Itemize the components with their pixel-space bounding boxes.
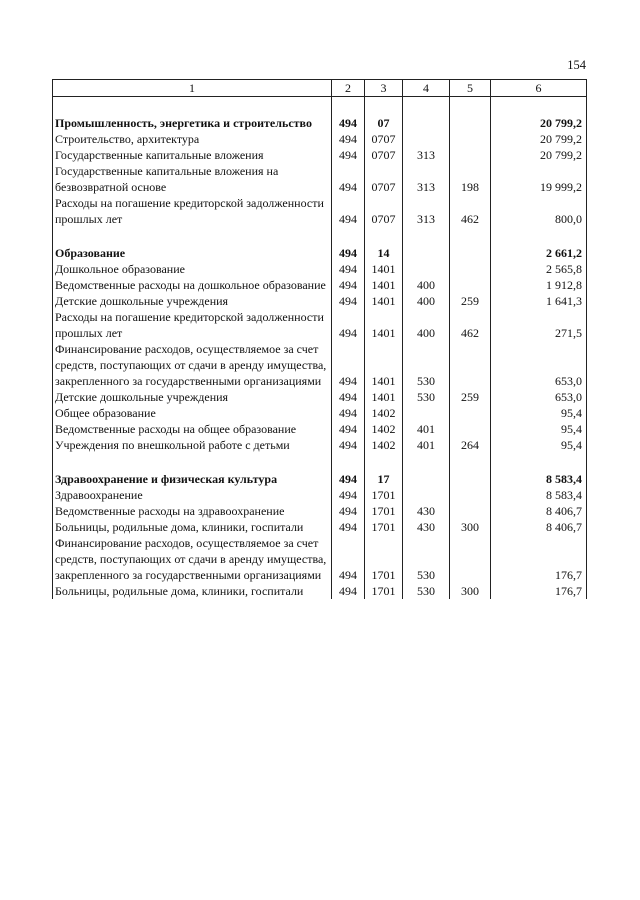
amount: 653,0: [491, 341, 587, 389]
expense-type-code: [450, 115, 491, 131]
amount: 1 641,3: [491, 293, 587, 309]
table-row: [53, 261, 587, 277]
expense-type-code: 259: [450, 389, 491, 405]
expense-type-code: [450, 487, 491, 503]
target-item-code: [403, 405, 450, 421]
target-item-code: 530: [403, 583, 450, 599]
chapter-code: 494: [332, 147, 365, 163]
section-code: 0707: [365, 163, 403, 195]
column-header: 4: [403, 80, 450, 97]
target-item-code: 400: [403, 277, 450, 293]
row-name: Дошкольное образование: [53, 261, 332, 277]
row-name: Образование: [53, 245, 332, 261]
amount: 8 583,4: [491, 471, 587, 487]
row-name: Ведомственные расходы на здравоохранение: [53, 503, 332, 519]
expense-type-code: [450, 277, 491, 293]
section-code: 14: [365, 245, 403, 261]
target-item-code: [403, 471, 450, 487]
section-code: 0707: [365, 147, 403, 163]
chapter-code: 494: [332, 261, 365, 277]
table-row: [53, 131, 587, 147]
column-header: 2: [332, 80, 365, 97]
section-code: 1402: [365, 405, 403, 421]
section-code: 1701: [365, 519, 403, 535]
section-code: 1401: [365, 309, 403, 341]
chapter-code: 494: [332, 535, 365, 583]
amount: 8 406,7: [491, 503, 587, 519]
target-item-code: [403, 115, 450, 131]
section-row: [53, 471, 587, 487]
amount: 20 799,2: [491, 115, 587, 131]
section-code: 0707: [365, 195, 403, 227]
table-row: [53, 535, 587, 583]
table-row: [53, 147, 587, 163]
amount: 8 583,4: [491, 487, 587, 503]
row-name: Больницы, родильные дома, клиники, госпитали: [53, 583, 332, 599]
section-code: 1401: [365, 277, 403, 293]
table-row: [53, 163, 587, 195]
section-code: 07: [365, 115, 403, 131]
expense-type-code: [450, 471, 491, 487]
expense-type-code: 462: [450, 195, 491, 227]
target-item-code: 430: [403, 503, 450, 519]
chapter-code: 494: [332, 293, 365, 309]
table-spacer-row: [53, 97, 587, 116]
column-header: 6: [491, 80, 587, 97]
expense-type-code: 259: [450, 293, 491, 309]
expense-type-code: 462: [450, 309, 491, 341]
amount: 95,4: [491, 437, 587, 453]
row-name: Больницы, родильные дома, клиники, госпитали: [53, 519, 332, 535]
target-item-code: [403, 131, 450, 147]
chapter-code: 494: [332, 389, 365, 405]
section-code: 1401: [365, 261, 403, 277]
table-row: [53, 519, 587, 535]
chapter-code: 494: [332, 471, 365, 487]
chapter-code: 494: [332, 277, 365, 293]
amount: 95,4: [491, 421, 587, 437]
table-row: [53, 389, 587, 405]
chapter-code: 494: [332, 163, 365, 195]
table-row: [53, 195, 587, 227]
expense-type-code: [450, 535, 491, 583]
amount: 1 912,8: [491, 277, 587, 293]
chapter-code: 494: [332, 245, 365, 261]
expense-type-code: [450, 147, 491, 163]
amount: 95,4: [491, 405, 587, 421]
section-code: 1401: [365, 389, 403, 405]
amount: 8 406,7: [491, 519, 587, 535]
row-name: Расходы на погашение кредиторской задолженности прошлых лет: [53, 309, 332, 341]
expense-type-code: [450, 245, 491, 261]
amount: 20 799,2: [491, 147, 587, 163]
amount: 271,5: [491, 309, 587, 341]
chapter-code: 494: [332, 437, 365, 453]
section-code: 1701: [365, 503, 403, 519]
section-code: 1402: [365, 437, 403, 453]
table-row: [53, 583, 587, 599]
chapter-code: 494: [332, 503, 365, 519]
section-code: 0707: [365, 131, 403, 147]
table-row: [53, 277, 587, 293]
target-item-code: 401: [403, 437, 450, 453]
budget-table: [52, 79, 587, 599]
table-row: [53, 487, 587, 503]
row-name: Финансирование расходов, осуществляемое за счет средств, поступающих от сдачи в аренду имущества, закрепленного за государственными организациями: [53, 535, 332, 583]
row-name: Расходы на погашение кредиторской задолженности прошлых лет: [53, 195, 332, 227]
section-row: [53, 115, 587, 131]
target-item-code: 313: [403, 163, 450, 195]
row-name: Государственные капитальные вложения: [53, 147, 332, 163]
row-name: Строительство, архитектура: [53, 131, 332, 147]
row-name: Детские дошкольные учреждения: [53, 389, 332, 405]
section-gap-row: [53, 227, 587, 245]
section-row: [53, 245, 587, 261]
section-code: 1401: [365, 341, 403, 389]
section-code: 1701: [365, 535, 403, 583]
table-row: [53, 293, 587, 309]
row-name: Ведомственные расходы на дошкольное образование: [53, 277, 332, 293]
chapter-code: 494: [332, 421, 365, 437]
expense-type-code: [450, 131, 491, 147]
page-number: 154: [567, 58, 586, 72]
amount: 2 565,8: [491, 261, 587, 277]
table-row: [53, 309, 587, 341]
target-item-code: 313: [403, 147, 450, 163]
section-code: 1402: [365, 421, 403, 437]
expense-type-code: 198: [450, 163, 491, 195]
expense-type-code: [450, 503, 491, 519]
target-item-code: 401: [403, 421, 450, 437]
chapter-code: 494: [332, 341, 365, 389]
expense-type-code: [450, 261, 491, 277]
row-name: Учреждения по внешкольной работе с детьми: [53, 437, 332, 453]
section-code: 1701: [365, 583, 403, 599]
expense-type-code: [450, 405, 491, 421]
expense-type-code: 300: [450, 519, 491, 535]
chapter-code: 494: [332, 583, 365, 599]
column-header: 5: [450, 80, 491, 97]
row-name: Здравоохранение и физическая культура: [53, 471, 332, 487]
table-row: [53, 421, 587, 437]
target-item-code: 400: [403, 293, 450, 309]
target-item-code: 530: [403, 341, 450, 389]
section-code: 17: [365, 471, 403, 487]
target-item-code: 530: [403, 535, 450, 583]
table-header-row: [53, 80, 587, 97]
row-name: Общее образование: [53, 405, 332, 421]
chapter-code: 494: [332, 487, 365, 503]
target-item-code: 530: [403, 389, 450, 405]
target-item-code: 430: [403, 519, 450, 535]
amount: 176,7: [491, 535, 587, 583]
section-gap-row: [53, 453, 587, 471]
expense-type-code: [450, 421, 491, 437]
row-name: Здравоохранение: [53, 487, 332, 503]
row-name: Промышленность, энергетика и строительство: [53, 115, 332, 131]
target-item-code: [403, 487, 450, 503]
chapter-code: 494: [332, 405, 365, 421]
amount: 19 999,2: [491, 163, 587, 195]
expense-type-code: 300: [450, 583, 491, 599]
section-code: 1701: [365, 487, 403, 503]
amount: 2 661,2: [491, 245, 587, 261]
amount: 176,7: [491, 583, 587, 599]
table-row: [53, 341, 587, 389]
chapter-code: 494: [332, 519, 365, 535]
table-row: [53, 405, 587, 421]
target-item-code: [403, 245, 450, 261]
row-name: Финансирование расходов, осуществляемое за счет средств, поступающих от сдачи в аренду имущества, закрепленного за государственными организациями: [53, 341, 332, 389]
table-row: [53, 503, 587, 519]
target-item-code: [403, 261, 450, 277]
table-body: [53, 97, 587, 600]
amount: 20 799,2: [491, 131, 587, 147]
chapter-code: 494: [332, 309, 365, 341]
row-name: Детские дошкольные учреждения: [53, 293, 332, 309]
row-name: Государственные капитальные вложения на безвозвратной основе: [53, 163, 332, 195]
chapter-code: 494: [332, 195, 365, 227]
chapter-code: 494: [332, 115, 365, 131]
amount: 800,0: [491, 195, 587, 227]
target-item-code: 313: [403, 195, 450, 227]
chapter-code: 494: [332, 131, 365, 147]
expense-type-code: 264: [450, 437, 491, 453]
column-header: 1: [53, 80, 332, 97]
table-row: [53, 437, 587, 453]
expense-type-code: [450, 341, 491, 389]
column-header: 3: [365, 80, 403, 97]
row-name: Ведомственные расходы на общее образование: [53, 421, 332, 437]
amount: 653,0: [491, 389, 587, 405]
section-code: 1401: [365, 293, 403, 309]
target-item-code: 400: [403, 309, 450, 341]
